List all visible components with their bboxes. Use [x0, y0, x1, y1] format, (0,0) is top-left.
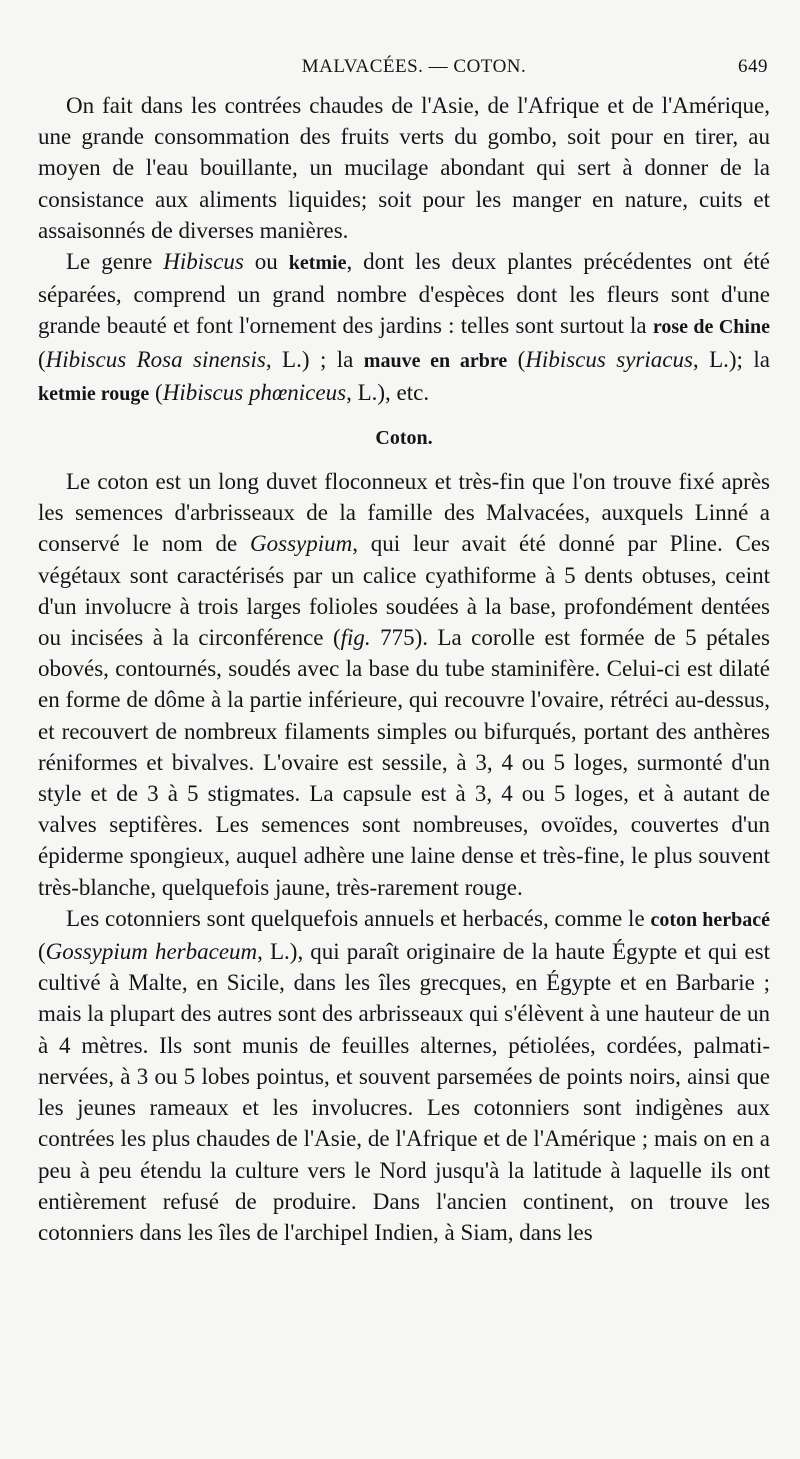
- italic-term: Hibiscus phœniceus: [162, 379, 347, 405]
- text-run: , dont les deux plantes précédentes ont été séparées, comprend un grand nombre d'espèces dont les fleurs sont d'une grande beauté et font l'ornement des jardins : telles sont surtout la: [38, 249, 770, 339]
- italic-term: Hibiscus Rosa sinensis: [45, 346, 266, 372]
- italic-term: Gossypium herbaceum: [45, 939, 258, 965]
- bold-term: mauve en arbre: [363, 349, 508, 372]
- bold-term: rose de Chine: [652, 316, 770, 339]
- text-run: ou: [243, 249, 289, 275]
- text-run: , L.), etc.: [346, 379, 430, 405]
- running-head-title: MALVACÉES. — COTON.: [301, 56, 527, 77]
- page-number: 649: [738, 56, 768, 77]
- bold-term: ketmie rouge: [38, 382, 150, 405]
- text-run: (: [38, 346, 46, 372]
- text-run: Le coton est un long duvet floconneux et très-fin que l'on trouve fixé après les semences d'arbrisseaux de la famille des Malvacées, auxquels Linné a conservé le nom de: [38, 469, 770, 557]
- text-run: 775). La corolle est formée de 5 pétales obovés, contournés, soudés avec la base du tube staminifère. Celui-ci est dilaté en forme de dôme à la partie inférieure, qui recouvre l'ovaire, rétréci au-dessus, et recouvert de nombreux filaments simples ou bifurqués, portant des anthères réniformes et bivalves. L'ovaire est sessile, à 3, 4 ou 5 loges, surmonté d'un style et de 3 à 5 stigmates. La capsule est à 3, 4 ou 5 loges, et à autant de valves septifères. Les semences sont nombreuses, ovoïdes, couvertes d'un épiderme spongieux, auquel adhère une laine dense et très-fine, le plus souvent très-blanche, quelquefois jaune, très-rarement rouge.: [38, 625, 770, 900]
- italic-term: Hibiscus: [163, 249, 244, 275]
- text-run: (: [149, 379, 163, 405]
- text-run: (: [507, 346, 526, 372]
- text-run: Le genre: [66, 249, 164, 275]
- italic-term: Hibiscus syriacus: [525, 346, 693, 372]
- italic-term: Gossypium: [250, 531, 353, 557]
- text-run: , L.) ; la: [265, 346, 364, 372]
- body-text: [38, 90, 770, 1248]
- figure-reference: fig.: [340, 625, 371, 651]
- text-run: , L.); la: [692, 346, 770, 372]
- bold-term: coton herbacé: [650, 908, 770, 931]
- text-run: , qui leur avait été donné par Pline. Ces végétaux sont caractérisés par un calice cyathiforme à 5 dents obtuses, ceint d'un involucre à trois larges folioles soudées à la base, profondément dentées ou incisées à la circonférence (: [38, 531, 770, 651]
- text-run: Les cotonniers sont quelquefois annuels et herbacés, comme le: [66, 905, 651, 931]
- paragraph-gombo: On fait dans les contrées chaudes de l'Asie, de l'Afrique et de l'Amérique, une grande consommation des fruits verts du gombo, soit pour en tirer, au moyen de l'eau bouillante, un mucilage abondant qui sert à donner de la consistance aux aliments liquides; soit pour les manger en nature, cuits et assaisonnés de diverses manières.: [38, 93, 770, 243]
- section-heading: Coton.: [375, 427, 433, 450]
- paragraph-cotonniers: [38, 903, 770, 1248]
- bold-term: ketmie: [288, 252, 347, 275]
- running-head: [38, 56, 770, 90]
- paragraph-hibiscus: [38, 246, 770, 410]
- text-run: , L.), qui paraît originaire de la haute Égypte et qui est cultivé à Malte, en Sicile, dans les îles grecques, en Égypte et en Barbarie ; mais la plupart des autres sont des arbrisseaux qui s'élèvent à une hauteur de un à 4 mètres. Ils sont munis de feuilles alternes, pétiolées, cordées, palmati-nervées, à 3 ou 5 lobes pointus, et souvent parsemées de points noirs, ainsi que les jeunes rameaux et les involucres. Les cotonniers sont indigènes aux contrées les plus chaudes de l'Asie, de l'Afrique et de l'Amérique ; mais on en a peu à peu étendu la culture vers le Nord jusqu'à la latitude à laquelle ils ont entièrement refusé de produire. Dans l'ancien continent, on trouve les cotonniers dans les îles de l'archipel Indien, à Siam, dans les: [38, 939, 770, 1245]
- text-run: (: [38, 939, 46, 965]
- paragraph-coton-definition: [38, 466, 770, 903]
